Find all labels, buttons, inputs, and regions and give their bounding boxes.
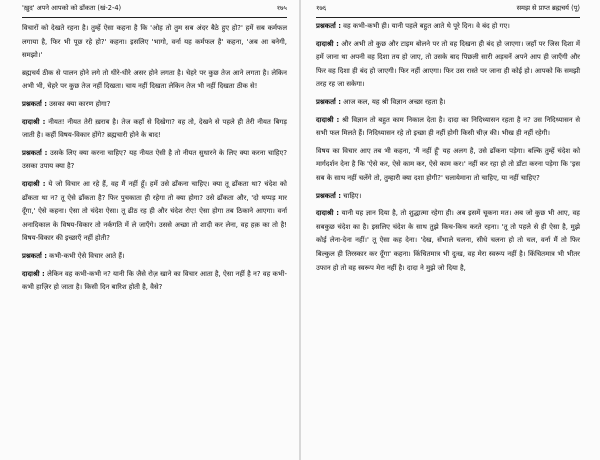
left-page-number: १७५ (276, 4, 287, 12)
paragraph (22, 67, 287, 94)
left-header-title: 'ख़ुद' अपने आपको को ढाँकता (खं-2-4) (22, 4, 122, 12)
left-page (0, 0, 299, 460)
paragraph-text: यानी यह ज्ञान दिया है, तो शुद्धात्मा रहेगा ही। अब इसमें चूकना मत। अब जो कुछ भी आए, वह सबकुछ चंदेश का है। इसलिए चंदेश के साथ तुझे किच-किच करते रहना। 'तू तो पहले से ही ऐसा है, मुझे कोई लेना-देना नहीं।' तू ऐसा कह देना। 'देख, सँभाले चलना, सीधे चलना हो तो चल, वर्ना मैं तो फिर बिल्कुल ही तिरस्कार कर दूँगा' कहना। किंचितमात्र भी दुःख, वह मेरा स्वरूप नहीं है। किंचितमात्र भी भीतर उफान हो तो वह स्वरूप मेरा नहीं है। दादा ने मुझे जो दिया है, (316, 209, 580, 272)
right-header-rule (316, 17, 580, 18)
right-page-number: १७६ (316, 4, 327, 12)
speaker-label: दादाश्री : (22, 117, 46, 126)
paragraph-text: श्री विज्ञान तो बहुत काम निकाल देता है। दादा का निदिध्यासन रहता है न? उस निदिध्यासन से सभी फल मिलते हैं। निदिध्यासन रहे तो इच्छा ही नहीं होगी किसी चीज़ की। भीख ही नहीं रहेगी। (316, 115, 580, 138)
right-page (301, 0, 600, 460)
paragraph (316, 145, 580, 186)
paragraph-text: चाहिए। (343, 191, 362, 200)
dialogue-paragraph (316, 96, 580, 110)
speaker-label: दादाश्री : (316, 115, 340, 124)
left-page-body (22, 22, 287, 295)
right-header-title: समझ से प्राप्त ब्रह्मचर्य (पू) (516, 4, 580, 12)
dialogue-paragraph (22, 116, 287, 143)
paragraph-text: विचारों को देखते रहना है। तुम्हें ऐसा कहना है कि 'ओह तो तुम सब अंदर बैठे हुए हो?' हमें सब कर्मफल लगाया है, फिर भी पूछ रहे हो?' कहना। इसलिए 'भागो, वर्ना यह कर्मफल है' कहना, 'अब आ बनेगी, समझो।' (22, 24, 287, 60)
dialogue-paragraph (22, 98, 287, 112)
dialogue-paragraph (22, 250, 287, 264)
speaker-label: दादाश्री : (316, 209, 340, 218)
paragraph (22, 22, 287, 63)
paragraph-text: उसके लिए क्या करना चाहिए? यह नीयत ऐसी है तो नीयत सुधारने के लिए क्या करना चाहिए? उसका उपाय क्या है? (22, 148, 287, 171)
speaker-label: प्रश्नकर्ता : (22, 99, 47, 108)
paragraph-text: आज कल, यह श्री विज्ञान अच्छा रहता है। (343, 97, 446, 106)
right-page-body (316, 20, 580, 275)
speaker-label: दादाश्री : (316, 39, 339, 48)
left-page-header (22, 2, 287, 16)
speaker-label: दादाश्री : (22, 269, 45, 278)
dialogue-paragraph (316, 38, 580, 92)
dialogue-paragraph (22, 268, 287, 295)
paragraph-text: उसका क्या कारण होगा? (49, 99, 111, 108)
paragraph-text: ब्रह्मचर्य ठीक से पालन होने लगे तो धीरे-धीरे असर होने लगता है। चेहरे पर कुछ तेज आने लगता है। लेकिन अभी भी, चेहरे पर कुछ तेज नहीं दिखता। चाय नहीं दिखता लेकिन तेज भी नहीं दिखता ठीक से! (22, 68, 287, 91)
speaker-label: दादाश्री : (22, 179, 46, 188)
speaker-label: प्रश्नकर्ता : (22, 148, 48, 157)
dialogue-paragraph (316, 114, 580, 141)
paragraph-text: कभी-कभी ऐसे विचार आते हैं। (49, 251, 125, 260)
paragraph-text: विषय का विचार आए तब भी कहना, 'मैं नहीं हूँ' यह अलग है, उसे ढाँकना पड़ेगा। बल्कि तुम्हें चंदेश को मार्गदर्शन देना है कि 'ऐसे कर, ऐसे काम कर, ऐसे काम कर।' नहीं कर रहा हो तो डाँटा करना पड़ेगा कि 'इस सब के साथ नहीं चलेंगे तो, तुम्हारी क्या दशा होगी?' चलायेमाना तो चाहिए, या नहीं चाहिए? (316, 146, 580, 182)
right-page-header (316, 2, 580, 16)
speaker-label: प्रश्नकर्ता : (316, 22, 341, 30)
dialogue-paragraph (316, 190, 580, 204)
speaker-label: प्रश्नकर्ता : (22, 251, 47, 260)
dialogue-paragraph (22, 147, 287, 174)
paragraph-text: ये जो विचार आ रहे हैं, वह मैं नहीं हूँ। हमें उसे ढाँकना चाहिए। क्या तू ढाँकता था? चंदेश को ढाँकता था न? तू ऐसे ढाँकता है? फिर पुचकाता ही रहेगा तो क्या होगा? उसे ढाँकता और, 'दो थप्पड़ मार दूँगा,' ऐसे कहना। ऐसा तो चंदेश ऐसा। तू ढीठ रह ही और चंदेश रोए! ऐसा होगा तब ठिकाने आएगा। वर्ना अनादिकाल के विषय-विकार तो नर्कगति में ले जाएँगे। उससे अच्छा तो शादी कर लेना, वह हक़ का तो है! विषय-विकार की इच्छाएँ नहीं होती? (22, 179, 287, 243)
speaker-label: प्रश्नकर्ता : (316, 97, 341, 106)
paragraph-text: नीयत! नीयत तेरी ख़राब है। तेज कहाँ से दिखेगा? वह तो, देखने से पहले ही तेरी नीयत बिगड़ जाती है। कहीं विषय-विकार होंगे? ब्रह्मचारी होने के बाद! (22, 117, 287, 140)
dialogue-paragraph (22, 178, 287, 246)
speaker-label: प्रश्नकर्ता : (316, 191, 341, 200)
left-header-rule (22, 17, 287, 18)
dialogue-paragraph (316, 207, 580, 275)
paragraph-text: और अभी तो कुछ और टाइम बोलने पर तो वह दिखना ही बंद हो जाएगा। जहाँ पर जिस दिशा में हमें जाना था अपनी वह दिशा तय हो जाए, तो उसके बाद पिछली सारी अड़चनें अपने आप ही जाएँगी और फिर वह दिशा ही बंद हो जाएगी। फिर नहीं आएगा। फिर उस रास्ते पर जाना ही कोई हो। आपको कि समझी तरह रह जा सकेगा। (316, 39, 580, 89)
dialogue-paragraph (316, 20, 580, 34)
paragraph-text: लेकिन वह कभी-कभी न? यानी कि जैसे रोज़ खाने का विचार आता है, ऐसा नहीं है न? वह कभी-कभी हाज़िर हो जाता है। किसी दिन बारिश होती है, वैसे? (22, 269, 287, 292)
paragraph-text: वह कभी-कभी ही। यानी पहले बहुत आते थे पूरे दिन। वे बंद हो गए। (343, 22, 510, 30)
